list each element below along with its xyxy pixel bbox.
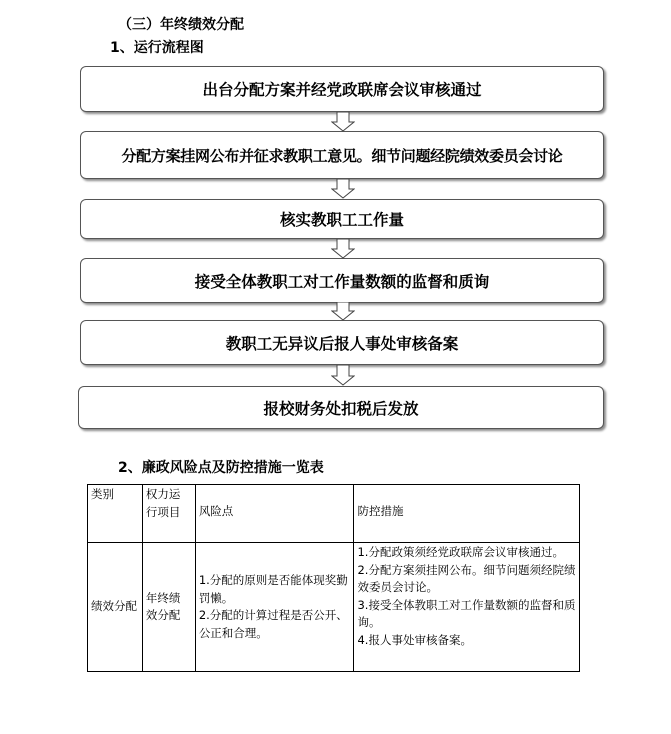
down-arrow-icon bbox=[331, 365, 355, 386]
flow-step: 接受全体教职工对工作量数额的监督和质询 bbox=[80, 258, 604, 303]
header-measures bbox=[354, 485, 580, 543]
flow-step: 教职工无异议后报人事处审核备案 bbox=[80, 320, 604, 365]
risk-point: 1.分配的原则是否能体现奖勤罚懒。 bbox=[198, 573, 348, 605]
cell-item: 年终绩效分配 bbox=[142, 543, 195, 672]
header-risk bbox=[195, 485, 354, 543]
header-risk-label: 风险点 bbox=[198, 504, 234, 518]
down-arrow-icon bbox=[331, 179, 355, 199]
measure: 3.接受全体教职工对工作量数额的监督和质询。 bbox=[357, 597, 576, 629]
down-arrow-icon bbox=[331, 239, 355, 259]
measure: 2.分配方案须挂网公布。细节问题须经院绩效委员会讨论。 bbox=[357, 562, 576, 594]
cell-category: 绩效分配 bbox=[88, 543, 143, 672]
header-item-label: 权力运行项目 bbox=[145, 487, 181, 519]
flow-step: 核实教职工工作量 bbox=[80, 199, 604, 239]
header-measures-label: 防控措施 bbox=[357, 504, 404, 518]
risk-table bbox=[87, 484, 580, 672]
flow-step: 报校财务处扣税后发放 bbox=[78, 386, 604, 429]
cell-measures bbox=[354, 543, 580, 672]
header-category-label: 类别 bbox=[91, 487, 114, 501]
flow-heading: 1、运行流程图 bbox=[110, 40, 204, 56]
down-arrow-icon bbox=[331, 302, 355, 321]
table-heading: 2、廉政风险点及防控措施一览表 bbox=[118, 460, 324, 476]
cell-risk-points bbox=[195, 543, 354, 672]
table-header-row bbox=[88, 485, 580, 543]
flow-step: 出台分配方案并经党政联席会议审核通过 bbox=[80, 66, 604, 112]
flow-step: 分配方案挂网公布并征求教职工意见。细节问题经院绩效委员会讨论 bbox=[80, 131, 604, 179]
header-item bbox=[142, 485, 195, 543]
risk-point: 2.分配的计算过程是否公开、公正和合理。 bbox=[198, 608, 348, 640]
down-arrow-icon bbox=[331, 112, 355, 132]
measure: 4.报人事处审核备案。 bbox=[357, 632, 472, 647]
section-title: （三）年终绩效分配 bbox=[118, 17, 244, 33]
table-row bbox=[88, 543, 580, 672]
measure: 1.分配政策须经党政联席会议审核通过。 bbox=[357, 545, 564, 559]
header-category bbox=[88, 485, 143, 543]
